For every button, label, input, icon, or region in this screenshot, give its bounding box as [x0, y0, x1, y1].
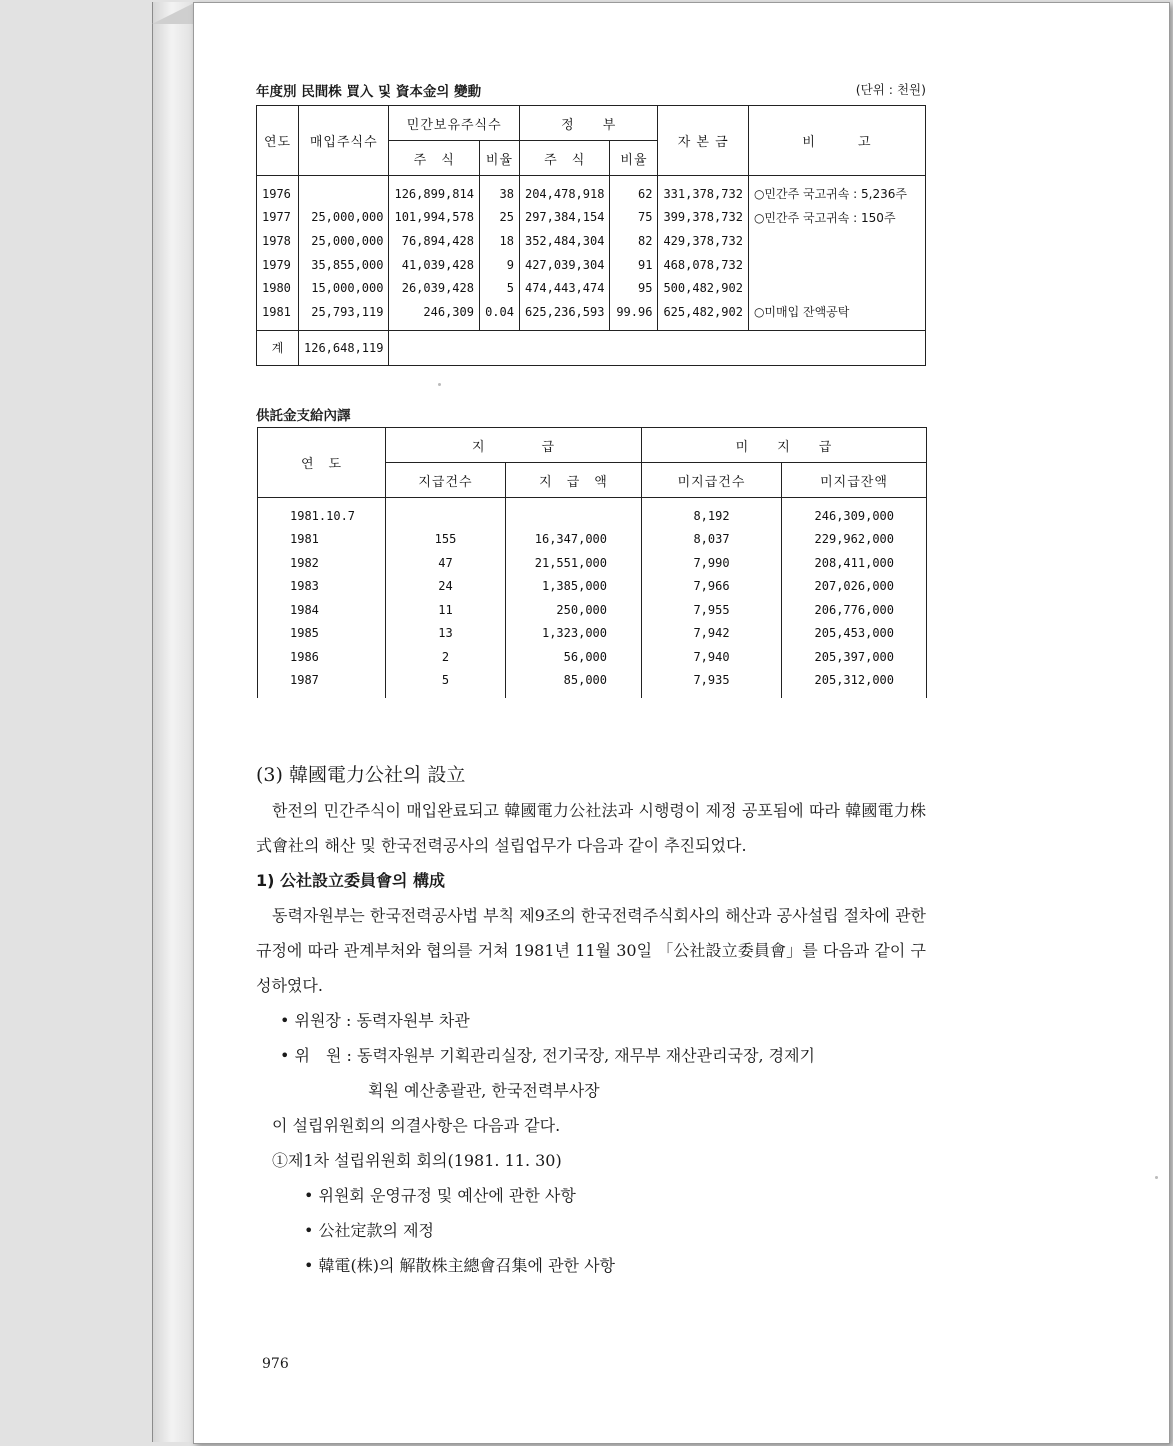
cell-remarks: ○민간주 국고귀속 : 5,236주: [748, 176, 925, 206]
table-row: [258, 598, 927, 622]
th-capital: 자 본 금: [658, 106, 748, 176]
cell-remarks: ○민간주 국고귀속 : 150주: [748, 206, 925, 230]
cell-purchased: 15,000,000: [299, 276, 389, 300]
cell-paid-amount: 85,000: [506, 669, 642, 699]
cell-purchased: 25,000,000: [299, 229, 389, 253]
sub-heading: 1) 公社設立委員會의 構成: [256, 871, 446, 890]
cell-gov-ratio: 91: [610, 253, 658, 277]
th2-year: 연 도: [258, 428, 386, 498]
cell-paid-amount: 16,347,000: [506, 528, 642, 552]
members-line-cont: 획원 예산총괄관, 한국전력부사장: [368, 1081, 600, 1100]
cell-private-shares: 126,899,814: [389, 176, 479, 206]
cell-private-shares: 246,309: [389, 300, 479, 330]
table2-caption: [256, 404, 926, 424]
cell-paid-amount: 1,385,000: [506, 575, 642, 599]
cell-paid-amount: 56,000: [506, 645, 642, 669]
agenda-item: • 위원회 운영규정 및 예산에 관한 사항: [304, 1186, 576, 1205]
cell-unpaid-balance: 205,453,000: [782, 622, 927, 646]
capital-change-table: [256, 105, 926, 366]
cell-purchased: 25,000,000: [299, 206, 389, 230]
table-row: [257, 300, 926, 330]
table2-title: 供託金支給內譯: [256, 408, 351, 424]
cell-private-ratio: 9: [479, 253, 519, 277]
cell-unpaid-count: 8,192: [642, 498, 782, 528]
cell-private-ratio: 38: [479, 176, 519, 206]
cell-paid-amount: [506, 498, 642, 528]
table-row: [258, 575, 927, 599]
cell-purchased: [299, 176, 389, 206]
table-row: [258, 622, 927, 646]
table-row: [257, 206, 926, 230]
cell-year: 1976: [257, 176, 299, 206]
table1-caption: [256, 80, 926, 100]
cell-unpaid-balance: 206,776,000: [782, 598, 927, 622]
meeting-1: ①제1차 설립위원회 회의(1981. 11. 30): [272, 1151, 562, 1170]
cell-capital: 468,078,732: [658, 253, 748, 277]
agenda-item: • 韓電(株)의 解散株主總會召集에 관한 사항: [304, 1256, 616, 1275]
cell-private-ratio: 0.04: [479, 300, 519, 330]
cell-capital: 625,482,902: [658, 300, 748, 330]
cell-gov-ratio: 95: [610, 276, 658, 300]
cell-unpaid-count: 7,942: [642, 622, 782, 646]
cell-paid-count: 11: [386, 598, 506, 622]
th-purchased: 매입주식수: [299, 106, 389, 176]
cell-gov-shares: 625,236,593: [519, 300, 609, 330]
deposit-payment-table: [257, 427, 927, 698]
cell-gov-ratio: 99.96: [610, 300, 658, 330]
cell-private-shares: 26,039,428: [389, 276, 479, 300]
cell-unpaid-count: 7,966: [642, 575, 782, 599]
cell-remarks: ○미매입 잔액공탁: [748, 300, 925, 330]
table1-title: 年度別 民間株 買入 및 資本金의 變動: [256, 84, 482, 100]
cell-paid-amount: 21,551,000: [506, 551, 642, 575]
scan-speck: [438, 383, 441, 386]
page-number: 976: [262, 1356, 289, 1372]
cell-capital: 429,378,732: [658, 229, 748, 253]
cell-private-shares: 76,894,428: [389, 229, 479, 253]
cell-unpaid-count: 8,037: [642, 528, 782, 552]
intro-paragraph: 한전의 민간주식이 매입완료되고 韓國電力公社法과 시행령이 제정 공포됨에 따라 韓國電力株式會社의 해산 및 한국전력공사의 설립업무가 다음과 같이 추진되었다.: [256, 801, 926, 855]
th-gov-shares: 주 식: [519, 141, 609, 176]
cell-private-ratio: 18: [479, 229, 519, 253]
cell-gov-shares: 474,443,474: [519, 276, 609, 300]
cell-unpaid-balance: 208,411,000: [782, 551, 927, 575]
cell-year: 1981: [257, 300, 299, 330]
th2-paid-count: 지급건수: [386, 463, 506, 498]
cell-paid-count: 155: [386, 528, 506, 552]
cell-paid-count: 13: [386, 622, 506, 646]
th-remarks: 비 고: [748, 106, 925, 176]
th-private-group: 민간보유주식수: [389, 106, 519, 141]
cell-unpaid-count: 7,955: [642, 598, 782, 622]
book-spine: [152, 2, 195, 1442]
th-gov-ratio: 비율: [610, 141, 658, 176]
cell-year: 1978: [257, 229, 299, 253]
resolution-intro: 이 설립위원회의 의결사항은 다음과 같다.: [272, 1116, 561, 1135]
cell-remarks: [748, 253, 925, 277]
cell-unpaid-balance: 205,312,000: [782, 669, 927, 699]
th2-unpaid-group: 미 지 급: [642, 428, 927, 463]
agenda-item: • 公社定款의 제정: [304, 1221, 434, 1240]
cell-private-ratio: 5: [479, 276, 519, 300]
cell-capital: 500,482,902: [658, 276, 748, 300]
th2-paid-group: 지 급: [386, 428, 642, 463]
committee-paragraph: 동력자원부는 한국전력공사법 부칙 제9조의 한국전력주식회사의 해산과 공사설립 절차에 관한 규정에 따라 관계부처와 협의를 거쳐 1981년 11월 30일 「公社設立委員會」를 다음과 같이 구성하였다.: [256, 906, 926, 995]
th-private-shares: 주 식: [389, 141, 479, 176]
table1-unit: (단위 : 천원): [855, 82, 926, 97]
cell-gov-ratio: 82: [610, 229, 658, 253]
cell-purchased: 35,855,000: [299, 253, 389, 277]
table-row: [257, 253, 926, 277]
cell-gov-shares: 352,484,304: [519, 229, 609, 253]
cell-paid-amount: 250,000: [506, 598, 642, 622]
cell-unpaid-balance: 229,962,000: [782, 528, 927, 552]
table-row: [257, 276, 926, 300]
cell-private-shares: 41,039,428: [389, 253, 479, 277]
table-row: [258, 669, 927, 699]
cell-year: 1977: [257, 206, 299, 230]
th2-unpaid-balance: 미지급잔액: [782, 463, 927, 498]
cell-year: 1981.10.7: [258, 498, 386, 528]
table-row: [258, 528, 927, 552]
cell-unpaid-count: 7,990: [642, 551, 782, 575]
cell-paid-count: 24: [386, 575, 506, 599]
cell-unpaid-balance: 205,397,000: [782, 645, 927, 669]
table-row: [257, 229, 926, 253]
cell-private-shares: 101,994,578: [389, 206, 479, 230]
cell-year: 1982: [258, 551, 386, 575]
cell-paid-count: 2: [386, 645, 506, 669]
total-label: 계: [257, 330, 299, 365]
table-row: [258, 498, 927, 528]
cell-year: 1979: [257, 253, 299, 277]
th-year: 연도: [257, 106, 299, 176]
cell-private-ratio: 25: [479, 206, 519, 230]
cell-remarks: [748, 229, 925, 253]
cell-unpaid-balance: 246,309,000: [782, 498, 927, 528]
section-body: [256, 758, 926, 1283]
th2-unpaid-count: 미지급건수: [642, 463, 782, 498]
scan-speck: [1155, 1176, 1158, 1179]
cell-unpaid-count: 7,935: [642, 669, 782, 699]
cell-paid-amount: 1,323,000: [506, 622, 642, 646]
cell-unpaid-count: 7,940: [642, 645, 782, 669]
cell-capital: 399,378,732: [658, 206, 748, 230]
cell-gov-ratio: 62: [610, 176, 658, 206]
cell-year: 1983: [258, 575, 386, 599]
cell-paid-count: [386, 498, 506, 528]
cell-gov-shares: 204,478,918: [519, 176, 609, 206]
cell-paid-count: 47: [386, 551, 506, 575]
th2-paid-amount: 지 급 액: [506, 463, 642, 498]
cell-year: 1980: [257, 276, 299, 300]
cell-year: 1986: [258, 645, 386, 669]
total-purchased: 126,648,119: [299, 330, 389, 365]
section-heading: (3) 韓國電力公社의 設立: [256, 764, 466, 786]
table-row: [257, 176, 926, 206]
total-empty: [389, 330, 926, 365]
chair-line: • 위원장 : 동력자원부 차관: [280, 1011, 470, 1030]
cell-year: 1987: [258, 669, 386, 699]
cell-year: 1985: [258, 622, 386, 646]
cell-remarks: [748, 276, 925, 300]
table-row: [258, 645, 927, 669]
cell-purchased: 25,793,119: [299, 300, 389, 330]
cell-capital: 331,378,732: [658, 176, 748, 206]
cell-unpaid-balance: 207,026,000: [782, 575, 927, 599]
cell-year: 1981: [258, 528, 386, 552]
table-row: [258, 551, 927, 575]
th-government-group: 정 부: [519, 106, 657, 141]
cell-gov-shares: 297,384,154: [519, 206, 609, 230]
members-line: • 위 원 : 동력자원부 기획관리실장, 전기국장, 재무부 재산관리국장, 경제기: [280, 1046, 815, 1065]
th-private-ratio: 비율: [479, 141, 519, 176]
cell-year: 1984: [258, 598, 386, 622]
cell-paid-count: 5: [386, 669, 506, 699]
cell-gov-ratio: 75: [610, 206, 658, 230]
cell-gov-shares: 427,039,304: [519, 253, 609, 277]
